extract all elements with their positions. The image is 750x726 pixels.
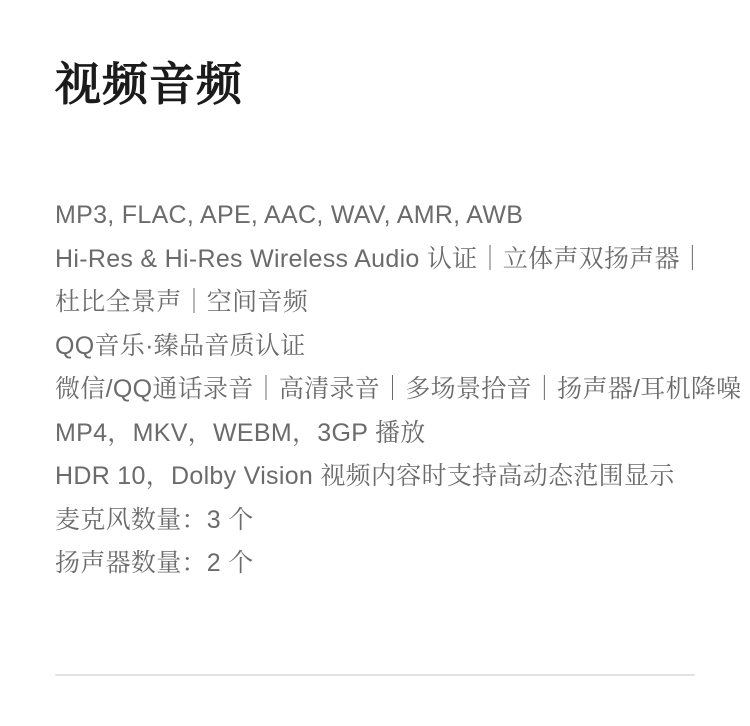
spec-line-hdr-support: HDR 10，Dolby Vision 视频内容时支持高动态范围显示 [55, 462, 675, 490]
spec-line-microphone-count: 麦克风数量：3 个 [55, 505, 254, 534]
spec-line-audio-formats: MP3, FLAC, APE, AAC, WAV, AMR, AWB [55, 201, 524, 229]
section-divider [55, 674, 695, 676]
spec-line-dolby-atmos: 杜比全景声｜空间音频 [55, 288, 309, 316]
spec-line-qq-music-cert: QQ音乐·臻品音质认证 [55, 331, 306, 360]
section-title: 视频音频 [55, 58, 243, 110]
spec-line-speaker-count: 扬声器数量：2 个 [55, 549, 254, 577]
spec-line-hires-cert: Hi-Res & Hi-Res Wireless Audio 认证｜立体声双扬声器｜ [55, 244, 706, 273]
spec-lines [55, 194, 742, 586]
spec-line-video-formats: MP4，MKV，WEBM，3GP 播放 [55, 418, 426, 447]
spec-line-recording-features: 微信/QQ通话录音｜高清录音｜多场景拾音｜扬声器/耳机降噪 [55, 375, 742, 403]
